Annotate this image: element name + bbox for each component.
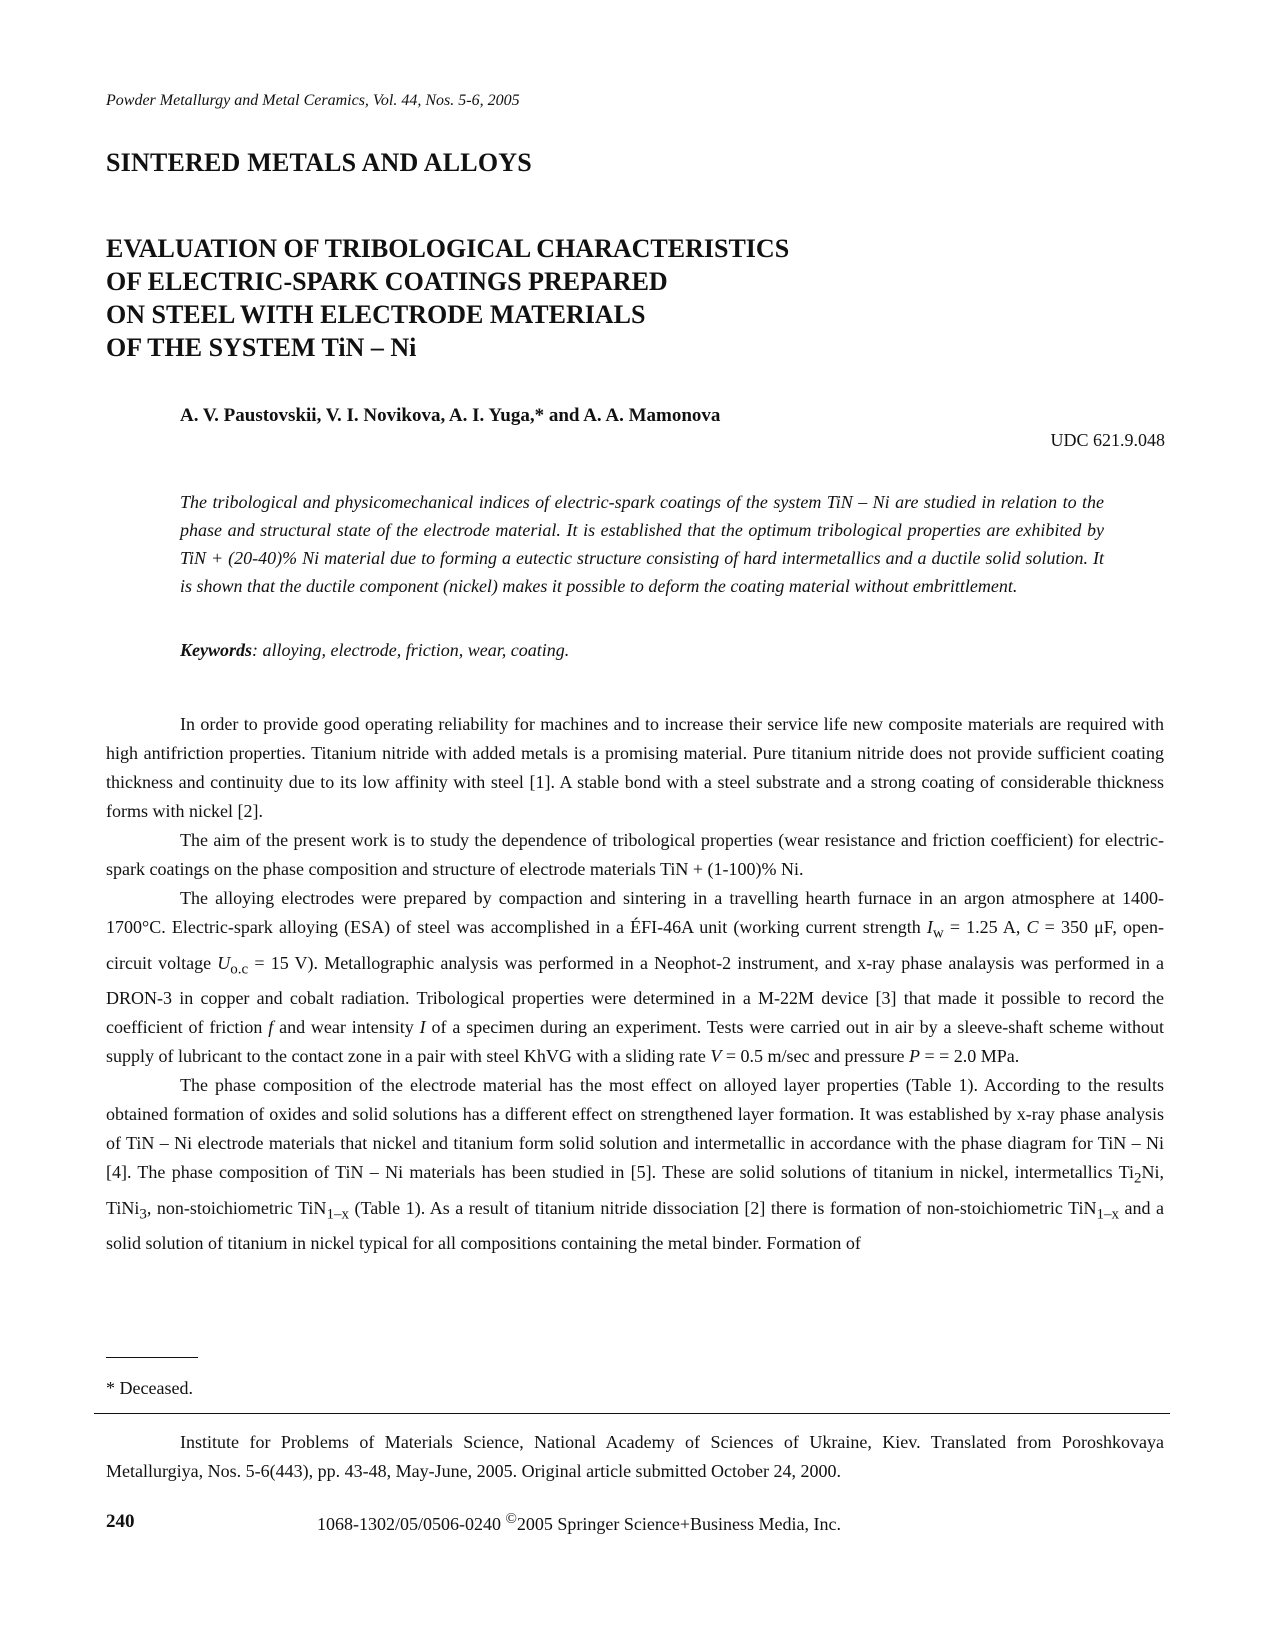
title-line: OF ELECTRIC-SPARK COATINGS PREPARED	[106, 267, 668, 296]
title-line: EVALUATION OF TRIBOLOGICAL CHARACTERISTICS	[106, 234, 790, 263]
keywords-label: Keywords	[180, 640, 252, 660]
body-text	[106, 710, 1164, 1258]
paragraph: The aim of the present work is to study the dependence of tribological properties (wear resistance and friction coefficient) for electric-spark coatings on the phase composition and structure of electrode materials TiN + (1-100)% Ni.	[106, 830, 1164, 879]
footnote-rule	[106, 1357, 198, 1358]
paragraph: The alloying electrodes were prepared by compaction and sintering in a travelling hearth furnace in an argon atmosphere at 1400-1700°C. Electric-spark alloying (ESA) of steel was accomplished in a ÉFI-46A unit (working current strength $I_w = 1.25$ A, C = 350 μF, open-circuit voltage $U_{o.c} = 15$ V). Metallographic analysis was performed in a Neophot-2 instrument, and x-ray phase analaysis was performed in a DRON-3 in copper and cobalt radiation. Tribological properties were determined in a M-22M device [3] that made it possible to record the coefficient of friction f and wear intensity I of a specimen during an experiment. Tests were carried out in air by a sleeve-shaft scheme without supply of lubricant to the contact zone in a pair with steel KhVG with a sliding rate V = 0.5 m/sec and pressure P = = 2.0 MPa.	[106, 888, 1164, 1067]
abstract: The tribological and physicomechanical indices of electric-spark coatings of the system TiN – Ni are studied in relation to the phase and structural state of the electrode material. It is established that the optimum tribological properties are exhibited by TiN + (20-40)% Ni material due to forming a eutectic structure consisting of hard intermetallics and a ductile solid solution. It is shown that the ductile component (nickel) makes it possible to deform the coating material without embrittlement.	[180, 492, 1104, 596]
footnote: * Deceased.	[106, 1378, 193, 1398]
article-title	[106, 232, 789, 364]
section-heading: SINTERED METALS AND ALLOYS	[106, 148, 532, 177]
udc-code: UDC 621.9.048	[1050, 430, 1165, 450]
title-line: OF THE SYSTEM TiN – Ni	[106, 333, 417, 362]
keywords	[180, 640, 569, 661]
title-line: ON STEEL WITH ELECTRODE MATERIALS	[106, 300, 646, 329]
page-number: 240	[106, 1511, 135, 1532]
author-list: A. V. Paustovskii, V. I. Novikova, A. I. Yuga,* and A. A. Mamonova	[180, 405, 721, 426]
journal-citation: Powder Metallurgy and Metal Ceramics, Vol. 44, Nos. 5-6, 2005	[106, 92, 520, 109]
paragraph: In order to provide good operating reliability for machines and to increase their service life new composite materials are required with high antifriction properties. Titanium nitride with added metals is a promising material. Pure titanium nitride does not provide sufficient coating thickness and continuity due to its low affinity with steel [1]. A stable bond with a steel substrate and a strong coating of considerable thickness forms with nickel [2].	[106, 714, 1164, 821]
keywords-list: : alloying, electrode, friction, wear, coating.	[252, 640, 570, 660]
affiliation-note: Institute for Problems of Materials Science, National Academy of Sciences of Ukraine, Kiev. Translated from Poroshkovaya Metallurgiya, Nos. 5-6(443), pp. 43-48, May-June, 2005. Original article submitted October 24, 2000.	[106, 1432, 1164, 1481]
copyright-line: 1068-1302/05/0506-0240 ©2005 Springer Science+Business Media, Inc.	[317, 1511, 841, 1534]
footer-divider	[94, 1413, 1170, 1414]
paragraph: The phase composition of the electrode material has the most effect on alloyed layer properties (Table 1). According to the results obtained formation of oxides and solid solutions has a different effect on strengthened layer formation. It was established by x-ray phase analysis of TiN – Ni electrode materials that nickel and titanium form solid solution and intermetallic in accordance with the phase diagram for TiN – Ni [4]. The phase composition of TiN – Ni materials has been studied in [5]. These are solid solutions of titanium in nickel, intermetallics $Ti_2Ni$, TiNi$_3$, non-stoichiometric TiN$_{1-x}$ (Table 1). As a result of titanium nitride dissociation [2] there is formation of non-stoichiometric TiN$_{1-x}$ and a solid solution of titanium in nickel typical for all compositions containing the metal binder. Formation of	[106, 1075, 1164, 1254]
